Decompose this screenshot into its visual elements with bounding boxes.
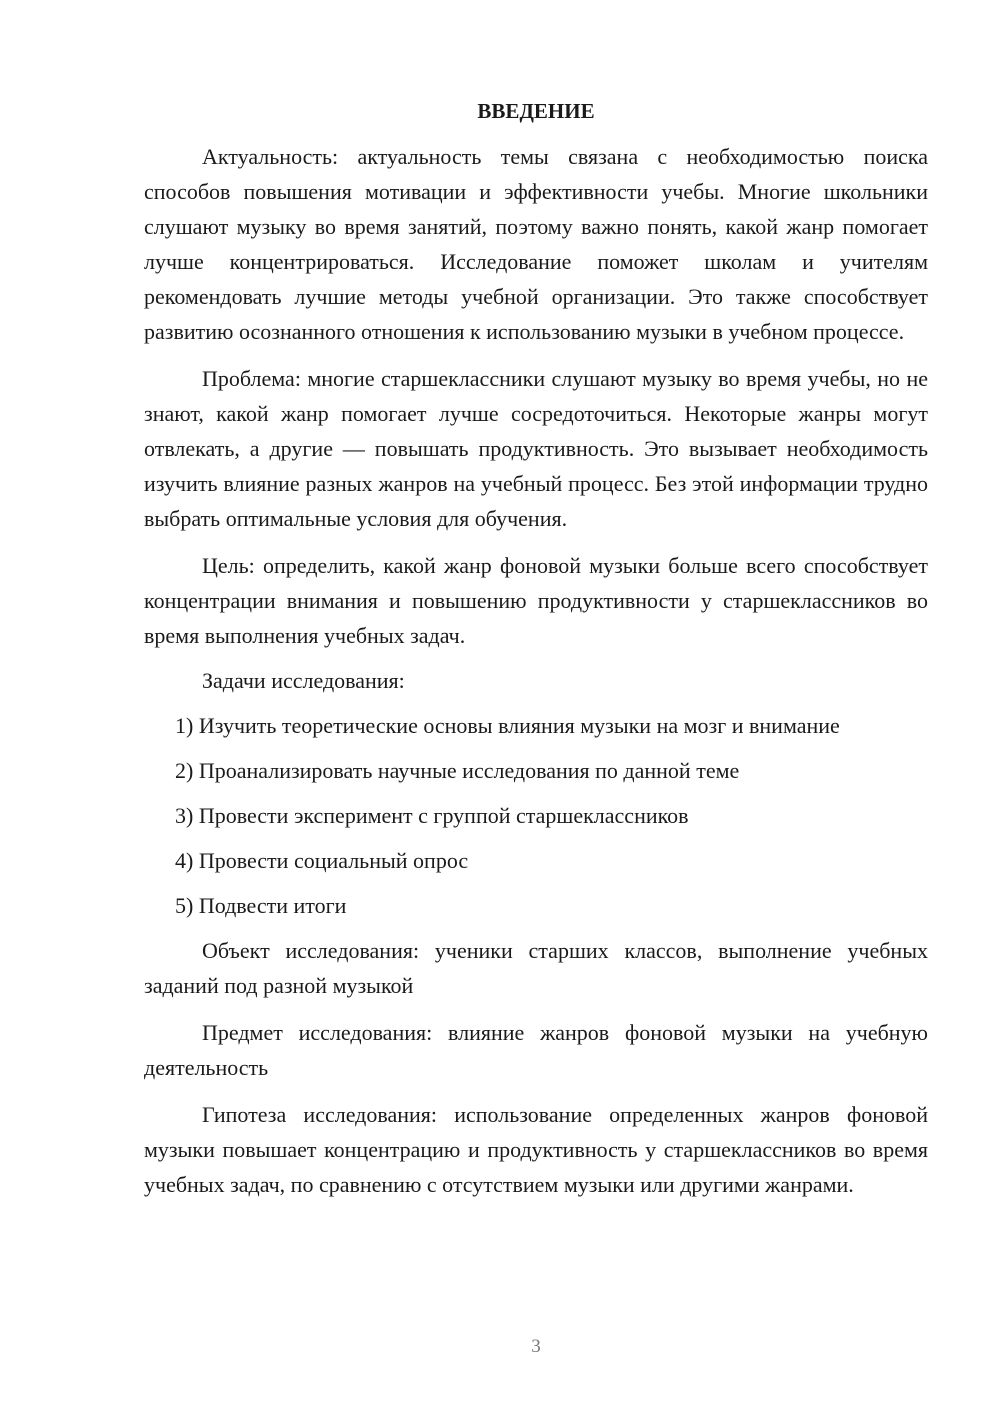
tasks-list [144,708,928,923]
problem-paragraph: Проблема: многие старшеклассники слушают музыку во время учебы, но не знают, какой жанр помогает лучше сосредоточиться. Некоторые жанры могут отвлекать, а другие — повышать продуктивность. Это вызывает необходимость изучить влияние разных жанров на учебный процесс. Без этой информации трудно выбрать оптимальные условия для обучения. [144,366,928,531]
subject-paragraph: Предмет исследования: влияние жанров фоновой музыки на учебную деятельность [144,1020,928,1080]
goal-paragraph: Цель: определить, какой жанр фоновой музыки больше всего способствует концентрации внимания и повышению продуктивности у старшеклассников во время выполнения учебных задач. [144,553,928,648]
task-item: 3) Провести эксперимент с группой старшеклассников [175,803,689,828]
page-content [144,95,928,1214]
task-item: 1) Изучить теоретические основы влияния музыки на мозг и внимание [175,713,840,738]
tasks-heading: Задачи исследования: [202,668,405,693]
task-item: 2) Проанализировать научные исследования по данной теме [175,758,740,783]
section-title: ВВЕДЕНИЕ [477,99,595,123]
task-item: 4) Провести социальный опрос [175,848,469,873]
hypothesis-paragraph: Гипотеза исследования: использование определенных жанров фоновой музыки повышает концентрацию и продуктивность у старшеклассников во время учебных задач, по сравнению с отсутствием музыки или другими жанрами. [144,1102,928,1197]
relevance-paragraph: Актуальность: актуальность темы связана с необходимостью поиска способов повышения мотивации и эффективности учебы. Многие школьники слушают музыку во время занятий, поэтому важно понять, какой жанр помогает лучше концентрироваться. Исследование поможет школам и учителям рекомендовать лучшие методы учебной организации. Это также способствует развитию осознанного отношения к использованию музыки в учебном процессе. [144,144,928,344]
task-item: 5) Подвести итоги [175,893,347,918]
page-number: 3 [531,1336,541,1357]
object-paragraph: Объект исследования: ученики старших классов, выполнение учебных заданий под разной музыкой [144,938,928,998]
